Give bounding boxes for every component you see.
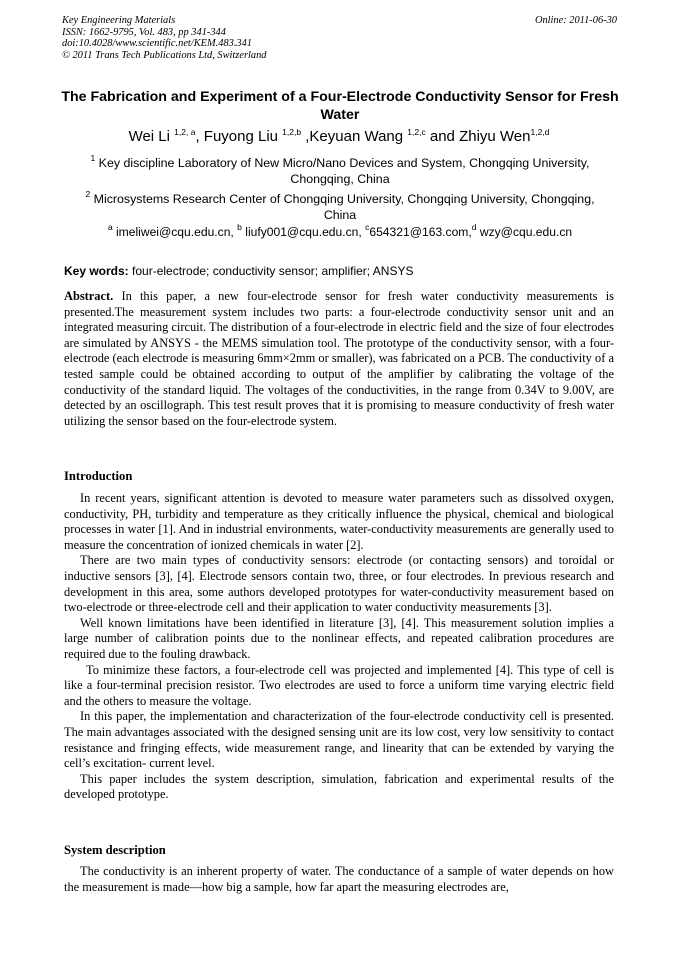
keywords-label: Key words: <box>64 264 129 278</box>
paragraph: In recent years, significant attention is devoted to measure water parameters such as dissolved oxygen, conductivity, PH, turbidity and temperature as they critically influence the physical, chemical and biological processes in water [1]. And in industrial environments, water-conductivity measurements are generally used to measure the concentration of ionized chemicals in water [2]. <box>64 491 614 552</box>
author-list <box>30 128 648 146</box>
affiliation-text: Key discipline Laboratory of New Micro/Nano Devices and System, Chongqing University, Chongqing, China <box>95 156 590 187</box>
author-affiliation-mark: 1,2,b <box>282 127 302 137</box>
email-address: wzy@cqu.edu.cn <box>476 225 573 239</box>
keywords-text: four-electrode; conductivity sensor; amplifier; ANSYS <box>128 264 414 278</box>
abstract <box>64 289 614 429</box>
abstract-text: In this paper, a new four-electrode sensor for fresh water conductivity measurements is presented.The measurement system includes two parts: a four-electrode conductivity sensor unit and an integrated measuring circuit. The distribution of a four-electrode in electric field and the size of four electrodes are simulated by ANSYS - the MEMS simulation tool. The prototype of the conductivity sensor, with a four-electrode (each electrode is measuring 6mm×2mm or smaller), was fabricated on a PCB. The conductivity of a tested sample could be obtained according to output of the amplifier by calibrating the voltage of the conductivity of the standard liquid. The voltages of the conductivities, in the range from 0.34V to 9.00V, are detected by an oscillograph. This test result proves that it is promising to measure conductivity of fresh water utilizing the sensor based on the four-electrode system. <box>64 289 614 428</box>
affiliation-2 <box>70 191 610 224</box>
introduction-heading: Introduction <box>64 469 133 483</box>
abstract-label: Abstract. <box>64 289 114 303</box>
email-mark: d <box>471 222 477 232</box>
affiliation-mark: 1 <box>90 153 96 163</box>
email-mark: c <box>365 222 370 232</box>
author-affiliation-mark: 1,2,c <box>407 127 426 137</box>
paragraph: The conductivity is an inherent property of water. The conductance of a sample of water depends on how the measurement is made—how big a sample, how far apart the measuring electrodes are, <box>64 864 614 894</box>
online-date: Online: 2011-06-30 <box>534 15 617 26</box>
author-affiliation-mark: 1,2, a <box>174 127 196 137</box>
author-name: Fuyong Liu <box>203 128 278 145</box>
paragraph: There are two main types of conductivity sensors: electrode (or contacting sensors) and toroidal or inductive sensors [3], [4]. Electrode sensors contain two, three, or four electrodes. In previous research and development in this area, some authors developed prototypes for water-conductivity measurement based on two-electrode or three-electrode cell and their application to water conductivity measurements [3]. <box>64 553 614 615</box>
system-description-heading: System description <box>64 843 166 857</box>
email-mark: b <box>237 222 242 232</box>
issn-line: ISSN: 1662-9795, Vol. 483, pp 341-344 <box>62 26 226 38</box>
paragraph: This paper includes the system description, simulation, fabrication and experimental results of the developed prototype. <box>64 771 614 802</box>
copyright-line: © 2011 Trans Tech Publications Ltd, Switzerland <box>62 49 267 61</box>
author-name: Keyuan Wang <box>309 128 404 145</box>
system-description-section <box>64 864 614 895</box>
author-name: Wei Li <box>128 128 170 145</box>
abstract-paragraph <box>64 289 614 429</box>
email-address: imeliwei@cqu.edu.cn, <box>112 225 238 239</box>
paragraph: Well known limitations have been identified in literature [3], [4]. This measurement solution implies a large number of calibration points due to the nonlinear effects, and repeated calibration procedures are required due to the fouling drawback. <box>64 615 614 661</box>
author-separator: and <box>425 128 460 145</box>
paragraph: To minimize these factors, a four-electrode cell was projected and implemented [4]. This type of cell is like a four-terminal precision resistor. Two electrodes are used to force a uniform time varying electric field and the others to measure the voltage. <box>64 662 614 708</box>
author-name: Zhiyu Wen <box>459 128 531 145</box>
author-emails <box>40 222 640 240</box>
keywords <box>64 263 620 279</box>
affiliation-text: Microsystems Research Center of Chongqing University, Chongqing University, Chongqing, China <box>90 192 595 223</box>
email-address: 654321@163.com, <box>369 225 472 239</box>
author-separator: , <box>195 128 204 145</box>
author-separator: , <box>301 128 310 145</box>
email-mark: a <box>107 222 113 232</box>
email-address: liufy001@cqu.edu.cn, <box>241 225 366 239</box>
doi-line: doi:10.4028/www.scientific.net/KEM.483.341 <box>62 38 252 50</box>
author-affiliation-mark: 1,2,d <box>530 127 550 137</box>
paper-title: The Fabrication and Experiment of a Four-Electrode Conductivity Sensor for Fresh Water <box>61 89 619 123</box>
paragraph: In this paper, the implementation and characterization of the four-electrode conductivity cell is presented. The main advantages associated with the designed sensing unit are its low cost, very low sensitivity to contact resistance and fringing effects, wide measurement range, and linearity that can be extended by varying the cell’s excitation- current level. <box>64 709 614 771</box>
affiliation-1 <box>70 155 610 188</box>
introduction-section <box>64 491 614 803</box>
journal-name: Key Engineering Materials <box>62 15 176 26</box>
affiliation-mark: 2 <box>85 189 91 199</box>
journal-header <box>62 15 617 61</box>
